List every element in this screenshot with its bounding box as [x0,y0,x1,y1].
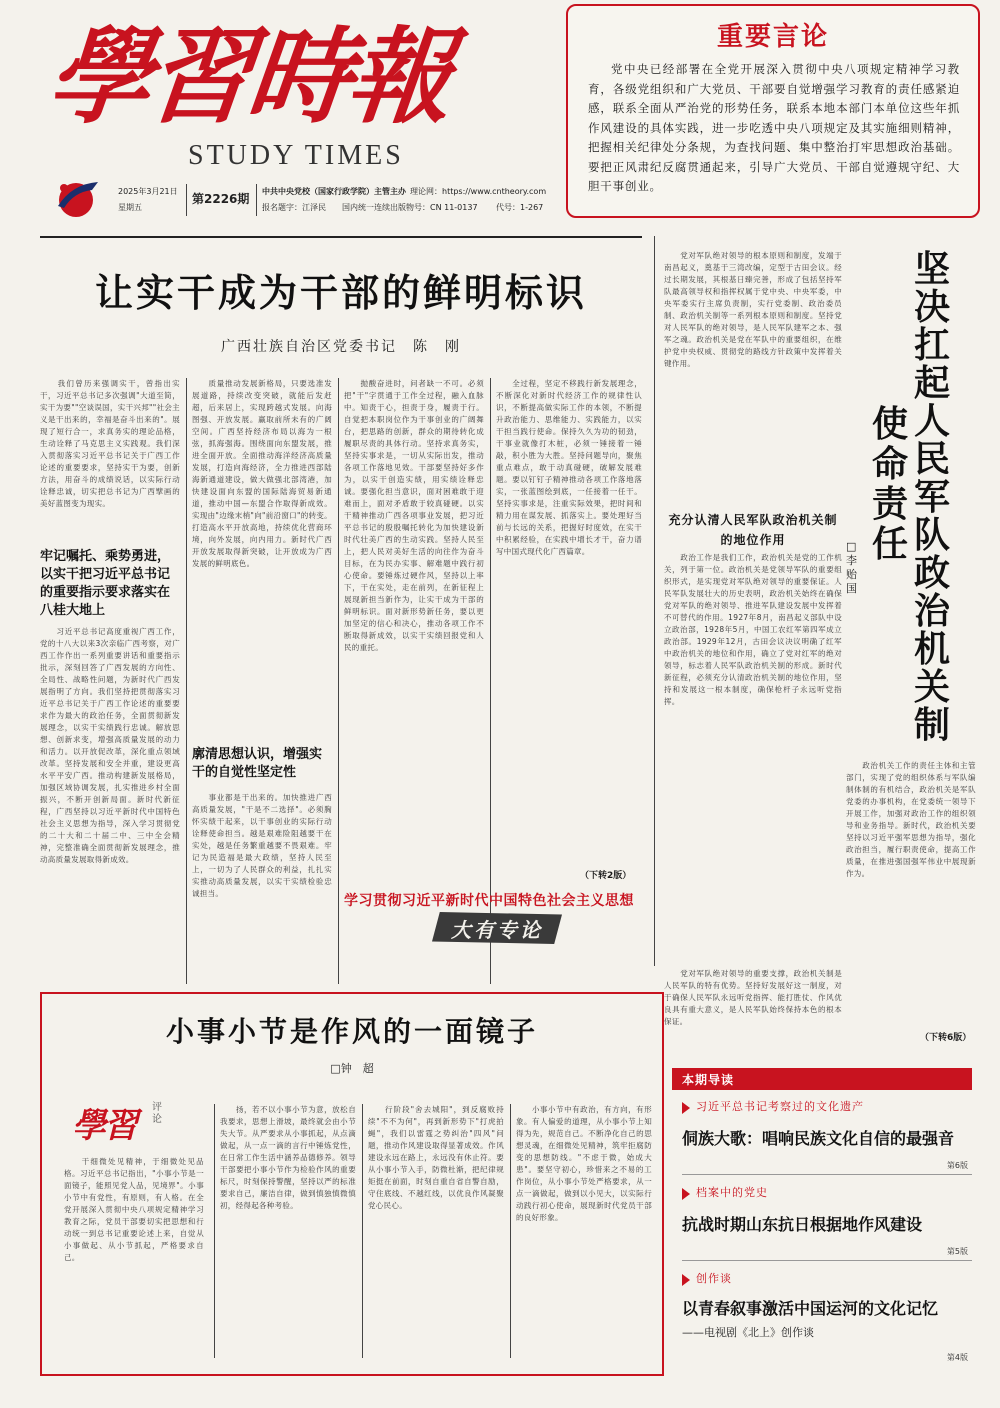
red-arrow-icon [682,1102,690,1114]
logo-text: 學習 [72,1106,136,1146]
right-article-body: 党对军队绝对领导的根本原则和制度，发端于南昌起义，奠基于三湾改编，定型于古田会议。经过长期发展，其根基日臻完善，形成了包括坚持军队最高领导权和指挥权属于党中央、中央军委，中央军委实行主席负责制，实行党委制、政治委员制、政治机关制等一系列根本原则和制度。坚持党对人民军队的绝对领导，是人民军队建军之本、强军之魂。政治机关是党在军队中的重要组织，在维护党中央权威、贯彻党的路线方针政策中发挥着关键作用。 [664,251,842,368]
feature-article-author: □钟 超 [330,1062,374,1075]
newspaper-title: 學習時報 [41,15,455,138]
lead-article-continued: （下转2版） [580,871,632,881]
important-remarks-box [566,4,980,218]
right-article-author: □李贻国 [846,540,857,595]
lead-article-body: 我们曾历来强调实干，曾指出实干，习近平总书记多次强调"大道至简，实干为要""空谈误国，实干兴邦""社会主义是干出来的，幸福是奋斗出来的"。展现了短行合一，求真务实的理论品格，生动诠释了马克思主义实践观。我们深入贯彻落实习近平总书记关于广西工作论述的重要要求，坚持实干为要，创新方法，用奋斗的成绩说话，以实际行动诠释忠诚，切实把总书记为广西擘画的美好蓝图变为现实。 [40,379,180,508]
right-article-body: 政治工作是我们工作，政治机关是党的工作机关，列于第一位。政治机关是党领导军队的重要组织形式，是实现党对军队绝对领导的重要保证。人民军队发展壮大的历史表明，政治机关始终在确保党对军队的绝对领导、推进军队建设发展中发挥着不可替代的作用。1927年8月，南昌起义部队中设立政治部，1928年5月，中国工农红军第四军成立政治部。1929年12月，古田会议决议明确了红军中政治机关的地位和作用，确立了党对红军的绝对领导，标志着人民军队政治机关制的形成。新时代新征程，必须充分认清政治机关制的地位作用，坚持和发展这一根本制度，确保枪杆子永远听党指挥。 [664,553,842,706]
editor-text: 报名题字：江泽民 [262,203,326,212]
lead-article-body: 抛酸奋进时，问者缺一不可。必须把"干"字贯通于工作全过程，融入血脉中。知责于心，担责于身，履责于行。自觉把本职岗位作为干事创业的广阔舞台，把思路的创新，群众的期待转化成履职尽责的具体行动。坚持求真务实，坚持实事求是，一切从实际出发，推动各项工作落地见效。干部要坚持好多作为，以实干创造实绩，用实绩诠释忠诚。要强化担当意识，面对困难敢于迎难而上，面对矛盾敢于较真碰硬。以实干精神推动广西各项事业发展，把习近平总书记的殷殷嘱托转化为加快建设新时代壮美广西的生动实践。坚持人民至上，把人民对美好生活的向往作为奋斗目标，在为民办实事、解难题中践行初心使命。要锤炼过硬作风，坚持以上率下，干在实处，走在前列，在新征程上展现新担当新作为，让实干成为干部的鲜明标识。面对新形势新任务，要以更加坚定的信心和决心，推动各项工作不断取得新成效，以实干实绩回报党和人民的重托。 [344,379,484,652]
important-remarks-text: 党中央已经部署在全党开展深入贯彻中央八项规定精神学习教育，各级党组织和广大党员、干部要自觉增强学习教育的责任感紧迫感，联系全面从严治党的形势任务，联系本地本部门本单位这些年抓作风建设的具体实践，进一步吃透中央八项规定及其实施细则精神，把握相关纪律处分条规，为查找问题、集中整治打牢思想政治基础。要把正风肃纪反腐贯通起来，引导广大党员、干部自觉遵规守纪、大胆干事创业。 [588,62,960,193]
guide-item[interactable] [672,1098,972,1178]
right-article-body: 政治机关工作的责任主体和主管部门，实现了党的组织体系与军队编制体制的有机结合，政治机关是军队党委的办事机构，在党委统一领导下开展工作，加强对政治工作的组织领导和业务指导。新时代，政治机关要坚持以习近平强军思想为指导，强化政治担当，履行职责使命，提高工作质量，在推进强国强军伟业中展现新作为。 [846,761,976,878]
cn-text: 国内统一连续出版物号：CN 11-0137 [342,203,478,212]
lead-article-byline: 广西壮族自治区党委书记 陈 刚 [221,339,461,355]
masthead-info [118,184,558,224]
guide-header-label: 本期导读 [682,1073,735,1087]
guide-item-title: 抗战时期山东抗日根据地作风建设 [682,1215,923,1234]
banner-slogan: 学习贯彻习近平新时代中国特色社会主义思想 [344,893,634,909]
guide-item-page: 第4版 [946,1353,968,1362]
feature-article-body: 小事小节中有政治，有方向，有形象。有人偏爱的道理，从小事小节上知得为先，规范自己。不断净化自己的思想灵魂，在细微处见精神，筑牢拒腐防变的思想防线。"不虑于微，始成大患"。要坚守初心，珍惜来之不易的工作岗位，从小事小节处严格要求，从一点一滴做起，做到以小见大，以实际行动践行初心使命，展现新时代党员干部的良好形象。 [516,1105,652,1222]
issue-weekday: 星期五 [118,203,142,212]
guide-item-tag: 档案中的党史 [696,1186,768,1199]
guide-item-tag: 创作谈 [696,1272,732,1285]
important-remarks-heading: 重要言论 [716,22,829,52]
study-commentary-logo [72,1098,182,1148]
guide-item-title: 以青春叙事激活中国运河的文化记忆 [682,1299,939,1318]
issue-number: 第2226期 [192,192,250,206]
right-article-title-text-1: 坚决扛起人民军队政治机关制 [913,248,950,746]
party-school-emblem-icon [52,178,104,218]
red-arrow-icon [682,1188,690,1200]
website-text: 理论网：https://www.cntheory.com [410,187,547,196]
guide-item-page: 第5版 [946,1247,968,1256]
issue-guide [672,1068,972,1376]
feature-article-body: 干细微处见精神，于细微处见品格。习近平总书记指出，"小事小节是一面镜子，能照见党人品，见境界"。小事小节中有党性，有原则，有人格。在全党开展深入贯彻中央八项规定精神学习教育之际，党员干部要切实把思想和行动统一到总书记重要论述上来，自觉从小事做起、从小节抓起，严格要求自己。 [64,1157,204,1262]
feature-article-title: 小事小节是作风的一面镜子 [165,1015,538,1048]
right-article-title-line2 [868,404,912,564]
guide-item[interactable] [672,1184,972,1264]
guide-item-tag: 习近平总书记考察过的文化遗产 [696,1100,864,1113]
lead-article-subhead-2: 廓清思想认识，增强实干的自觉性坚定性 [192,747,323,780]
guide-item-title: 侗族大歌：唱响民族文化自信的最强音 [682,1129,955,1148]
right-article-body: 党对军队绝对领导的重要支撑，政治机关制是人民军队的特有优势。坚持好发展好这一制度，对于确保人民军队永远听党指挥、能打胜仗、作风优良具有重大意义，是人民军队始终保持本色的根本保证。 [664,969,842,1026]
right-article-title-line1 [910,250,954,744]
sponsor-text: 中共中央党校（国家行政学院）主管主办 [262,187,406,196]
lead-article-title: 让实干成为干部的鲜明标识 [94,270,587,315]
right-article-continued: （下转6版） [920,1033,972,1043]
lead-article-body: 习近平总书记高度重视广西工作，党的十八大以来3次亲临广西考察，对广西工作作出一系列重要讲话和重要指示批示，深刻回答了广西发展的方向性、全局性、战略性问题，为新时代广西发展指明了方向。我们坚持把贯彻落实习近平总书记关于广西工作论述的重要要求作为最大的政治任务，全面贯彻新发展理念，以实干实绩践行忠诚。解放思想、创新求变，增强高质量发展的动力和活力。以开放促改革，深化重点领域改革。坚持发展和安全并重，建设更高水平平安广西。推动构建新发展格局，加强区域协调发展，扎实推进乡村全面振兴，不断开创新局面。新时代新征程，广西坚持以习近平新时代中国特色社会主义思想为指导，深入学习贯彻党的二十大和二十届二中、三中全会精神，完整准确全面贯彻新发展理念，推动高质量发展取得新成效。 [40,627,180,864]
guide-item-subtitle: ——电视剧《北上》创作谈 [682,1326,814,1339]
newspaper-english-title: STUDY TIMES [188,140,404,171]
red-arrow-icon [682,1274,690,1286]
guide-item-page: 第6版 [946,1161,968,1170]
feature-article-body: 扬，若不以小事小节为意，放松自我要求，思想上滑坡，最终就会由小节失大节。从严要求从小事抓起，从点滴做起，从一点一滴的言行中锤炼党性，在日常工作生活中涵养品德修养。领导干部要把小事小节作为检验作风的重要标尺，时刻保持警醒，坚持以严的标准要求自己，廉洁自律，做到慎独慎微慎初，经得起各种考验。 [220,1105,356,1210]
right-article-title-text-2: 使命责任 [871,403,908,565]
lead-article-subhead-1: 牢记嘱托、乘势勇进，以实干把习近平总书记的重要指示要求落实在八桂大地上 [40,549,171,618]
lead-article-body: 质量推动发展新格局，只要选准发展道路，持续改变突破，就能后发赶超，后来居上，实现跨越式发展。向海图强、开放发展。赢取前所未有的广阔空间。广西坚持经济布局以海为一根弦，抓海强海。围绕面向东盟发展，推进全面开放。全面推动海洋经济高质量发展，打造向海经济，全力推进西部陆海新通道建设，做大做强北部湾港，加快建设面向东盟的国际陆海贸易新通道，推动中国—东盟合作取得新成效。实现由"边缘末梢"向"前沿窗口"的转变。打造高水平开放高地，持续优化营商环境，向外发展，向内用力。新时代广西开放发展取得新突破，让开放成为广西发展的鲜明底色。 [192,379,332,568]
theory-banner [344,888,644,948]
lead-article-body: 事业都是干出来的。加快推进广西高质量发展，"干是不二选择"。必须胸怀实绩干起来，以干事创业的实际行动诠释使命担当。越是艰难险阻越要干在实处，越是任务繁重越要不畏艰难。牢记为民造福是最大政绩，坚持人民至上，一切为了人民群众的利益，扎扎实实推动高质量发展，以实干实绩检验忠诚担当。 [192,793,332,898]
banner-column-name: 大有专论 [451,918,543,942]
guide-item[interactable] [672,1270,972,1370]
feature-article-body: 行阶段"舍去城阳"，到反腐败持续"不不为何"，再到新形势下"打虎拍蝇"，我们以雷霆之势纠治"四风"问题，推动作风建设取得显著成效。作风建设永远在路上，永远没有休止符。要从小事小节入手，防微杜渐，把纪律规矩挺在前面，时刻自重自省自警自励，守住底线、不越红线，以优良作风凝聚党心民心。 [368,1105,504,1210]
logo-side-text: 评论 [152,1102,162,1125]
right-article-subhead: 充分认清人民军队政治机关制的地位作用 [668,513,838,547]
code-text: 代号：1-267 [496,203,544,212]
guide-header [672,1068,972,1090]
lead-article-body: 全过程，坚定不移践行新发展理念，不断深化对新时代经济工作的规律性认识，不断提高做实际工作的本领，不断提升政治能力、思维能力、实践能力，以实干担当践行使命。保持久久为功的韧劲，干事业就像打木桩，必须一锤接着一锤敲，积小胜为大胜。坚持问题导向，聚焦重点难点，敢于动真碰硬，破解发展难题。要以钉钉子精神推动各项工作落地落实，一张蓝图绘到底，一任接着一任干。坚持实事求是，注重实际效果，把时间和精力用在谋发展、抓落实上。要处理好当前与长远的关系，把握好时度效，在实干中积累经验，在实践中增长才干，奋力谱写中国式现代化广西篇章。 [496,379,642,556]
issue-date: 2025年3月21日 [118,187,178,196]
feature-article-box [40,992,664,1376]
masthead-logo [41,12,518,171]
